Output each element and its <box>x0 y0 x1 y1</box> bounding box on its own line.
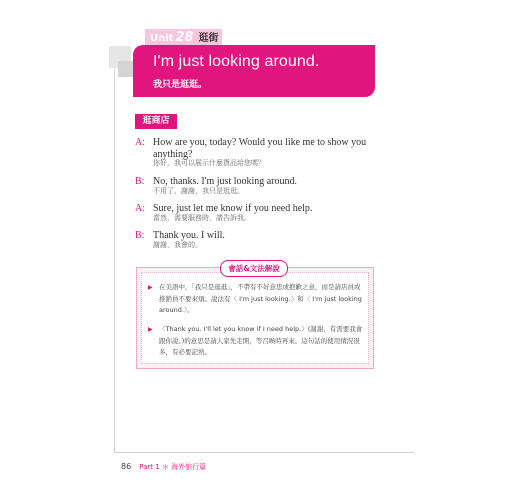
dialog-chinese: 不用了，謝謝，我只是逛逛。 <box>153 187 244 195</box>
triangle-bullet-icon: ▶ <box>148 326 153 333</box>
dialog-english: How are you, today? Would you like me to show you anything? <box>153 137 367 160</box>
dialog-english: No, thanks. I'm just looking around. <box>153 176 298 187</box>
unit-topic: 逛街 <box>198 33 219 44</box>
speaker-label: B: <box>135 176 145 187</box>
page-title: I'm just looking around. <box>153 53 320 70</box>
section-label: 逛商店 <box>135 114 177 129</box>
note-item <box>148 324 364 359</box>
dialog-chinese: 當然，需要服務時，請告訴我。 <box>153 214 251 222</box>
notes-header: 會話&文法解說 <box>220 260 288 277</box>
note-text: 〈Thank you. I'll let you know if I need help.〉(謝謝，有需要我會跟你說。)的意思是請人家先走開，等召喚時再來。這句話的使用情況很多，有必要記熟。 <box>159 325 363 356</box>
speaker-label: A: <box>135 137 145 148</box>
unit-label: Unit <box>150 33 174 44</box>
page-footer <box>121 462 206 472</box>
page-title-translation: 我只是逛逛。 <box>153 80 208 90</box>
notes-box <box>136 267 374 369</box>
speaker-label: B: <box>135 230 145 241</box>
dialog-chinese: 你好，我可以展示什麼貨品給您嗎？ <box>153 159 265 167</box>
title-banner <box>133 45 375 97</box>
note-text: 在美語中，「我只是逛逛」，不帶有不好意思或抱歉之意，而是請店員或推銷員不要來煩。說法有〈 I'm just looking.〉和〈 I'm just looking around.〉。 <box>159 283 362 314</box>
decorative-square <box>118 61 134 77</box>
triangle-bullet-icon: ▶ <box>148 284 153 291</box>
dialog-english: Thank you. I will. <box>153 230 225 241</box>
page-number: 86 <box>121 462 132 471</box>
page-border-bottom <box>114 452 414 453</box>
page-border-left <box>114 70 115 452</box>
part-label: Part 1 ＊ 海外旅行篇 <box>139 463 207 471</box>
note-item <box>148 282 364 317</box>
notes-inner <box>141 272 369 364</box>
unit-number: 28 <box>175 30 194 45</box>
unit-tab <box>145 29 222 46</box>
speaker-label: A: <box>135 203 145 214</box>
dialog-english: Sure, just let me know if you need help. <box>153 203 313 214</box>
dialog-chinese: 謝謝，我會的。 <box>153 241 202 249</box>
